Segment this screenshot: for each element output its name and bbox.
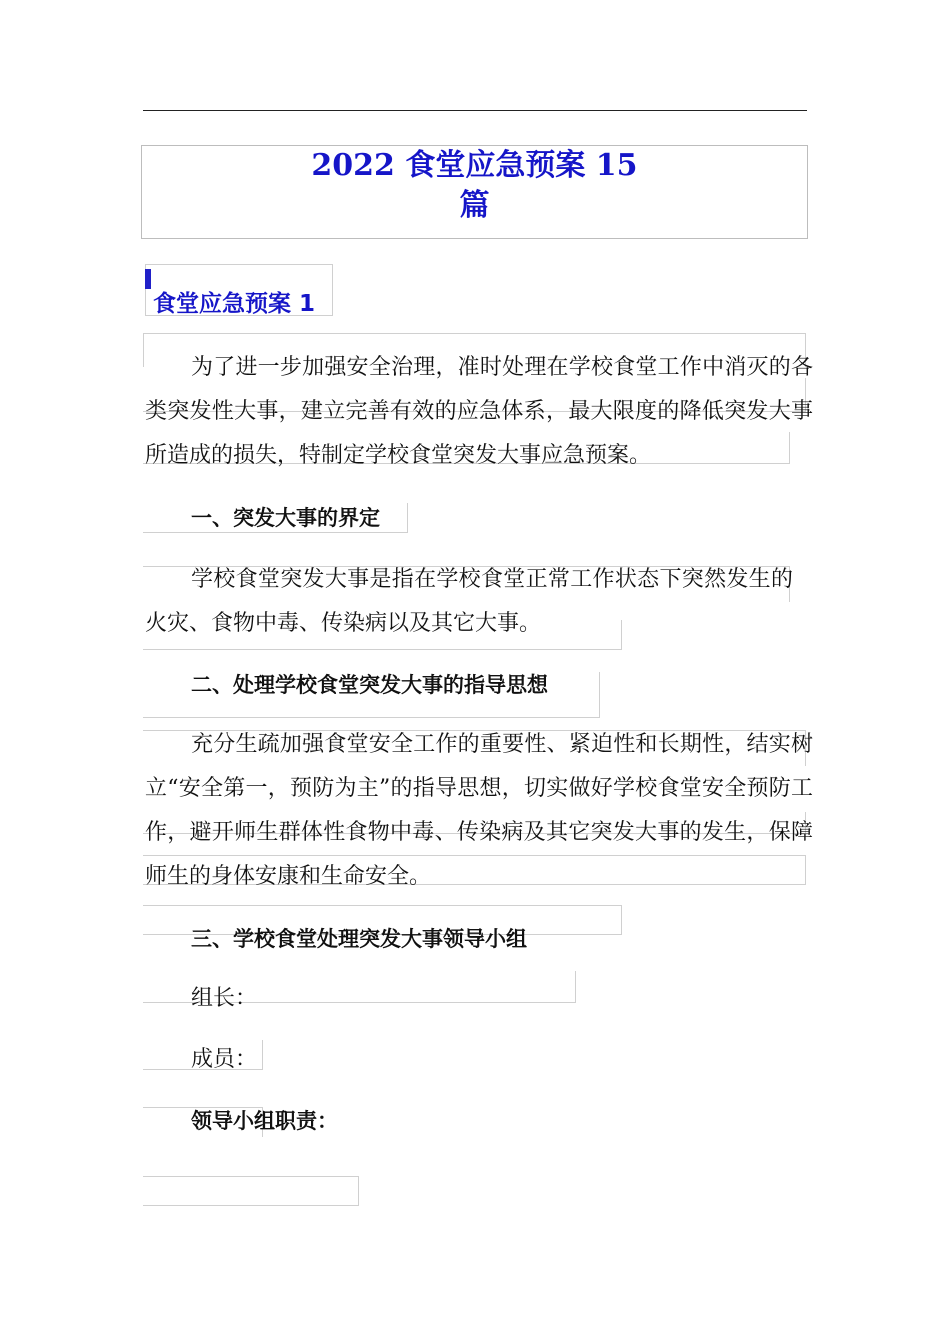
paragraph-2: 充分生疏加强食堂安全工作的重要性、紧迫性和长期性，结实树立“安全第一，预防为主”的指导思想，切实做好学校食堂安全预防工作，避开师生群体性食物中毒、传染病及其它突发大事的发生，保障师生的身体安康和生命安全。 <box>145 732 813 889</box>
heading-3: 三、学校食堂处理突发大事领导小组 <box>191 927 527 951</box>
text-frame <box>143 1176 359 1206</box>
members-label: 成员： <box>191 1047 258 1072</box>
heading-2: 二、处理学校食堂突发大事的指导思想 <box>191 673 548 697</box>
duties-label: 领导小组职责： <box>191 1109 338 1133</box>
top-rule <box>143 110 807 111</box>
document-title-box <box>141 145 808 239</box>
document-title: 2022 食堂应急预案 15 篇 <box>311 148 638 223</box>
intro-paragraph: 为了进一步加强安全治理，准时处理在学校食堂工作中消灭的各类突发性大事，建立完善有效的应急体系，最大限度的降低突发大事所造成的损失，特制定学校食堂突发大事应急预案。 <box>145 355 813 468</box>
section-title: 食堂应急预案 1 <box>153 291 316 317</box>
paragraph-1: 学校食堂突发大事是指在学校食堂正常工作状态下突然发生的火灾、食物中毒、传染病以及其它大事。 <box>145 567 793 636</box>
leader-label: 组长： <box>191 986 258 1011</box>
section-marker <box>145 269 151 289</box>
heading-1: 一、突发大事的界定 <box>191 506 380 530</box>
